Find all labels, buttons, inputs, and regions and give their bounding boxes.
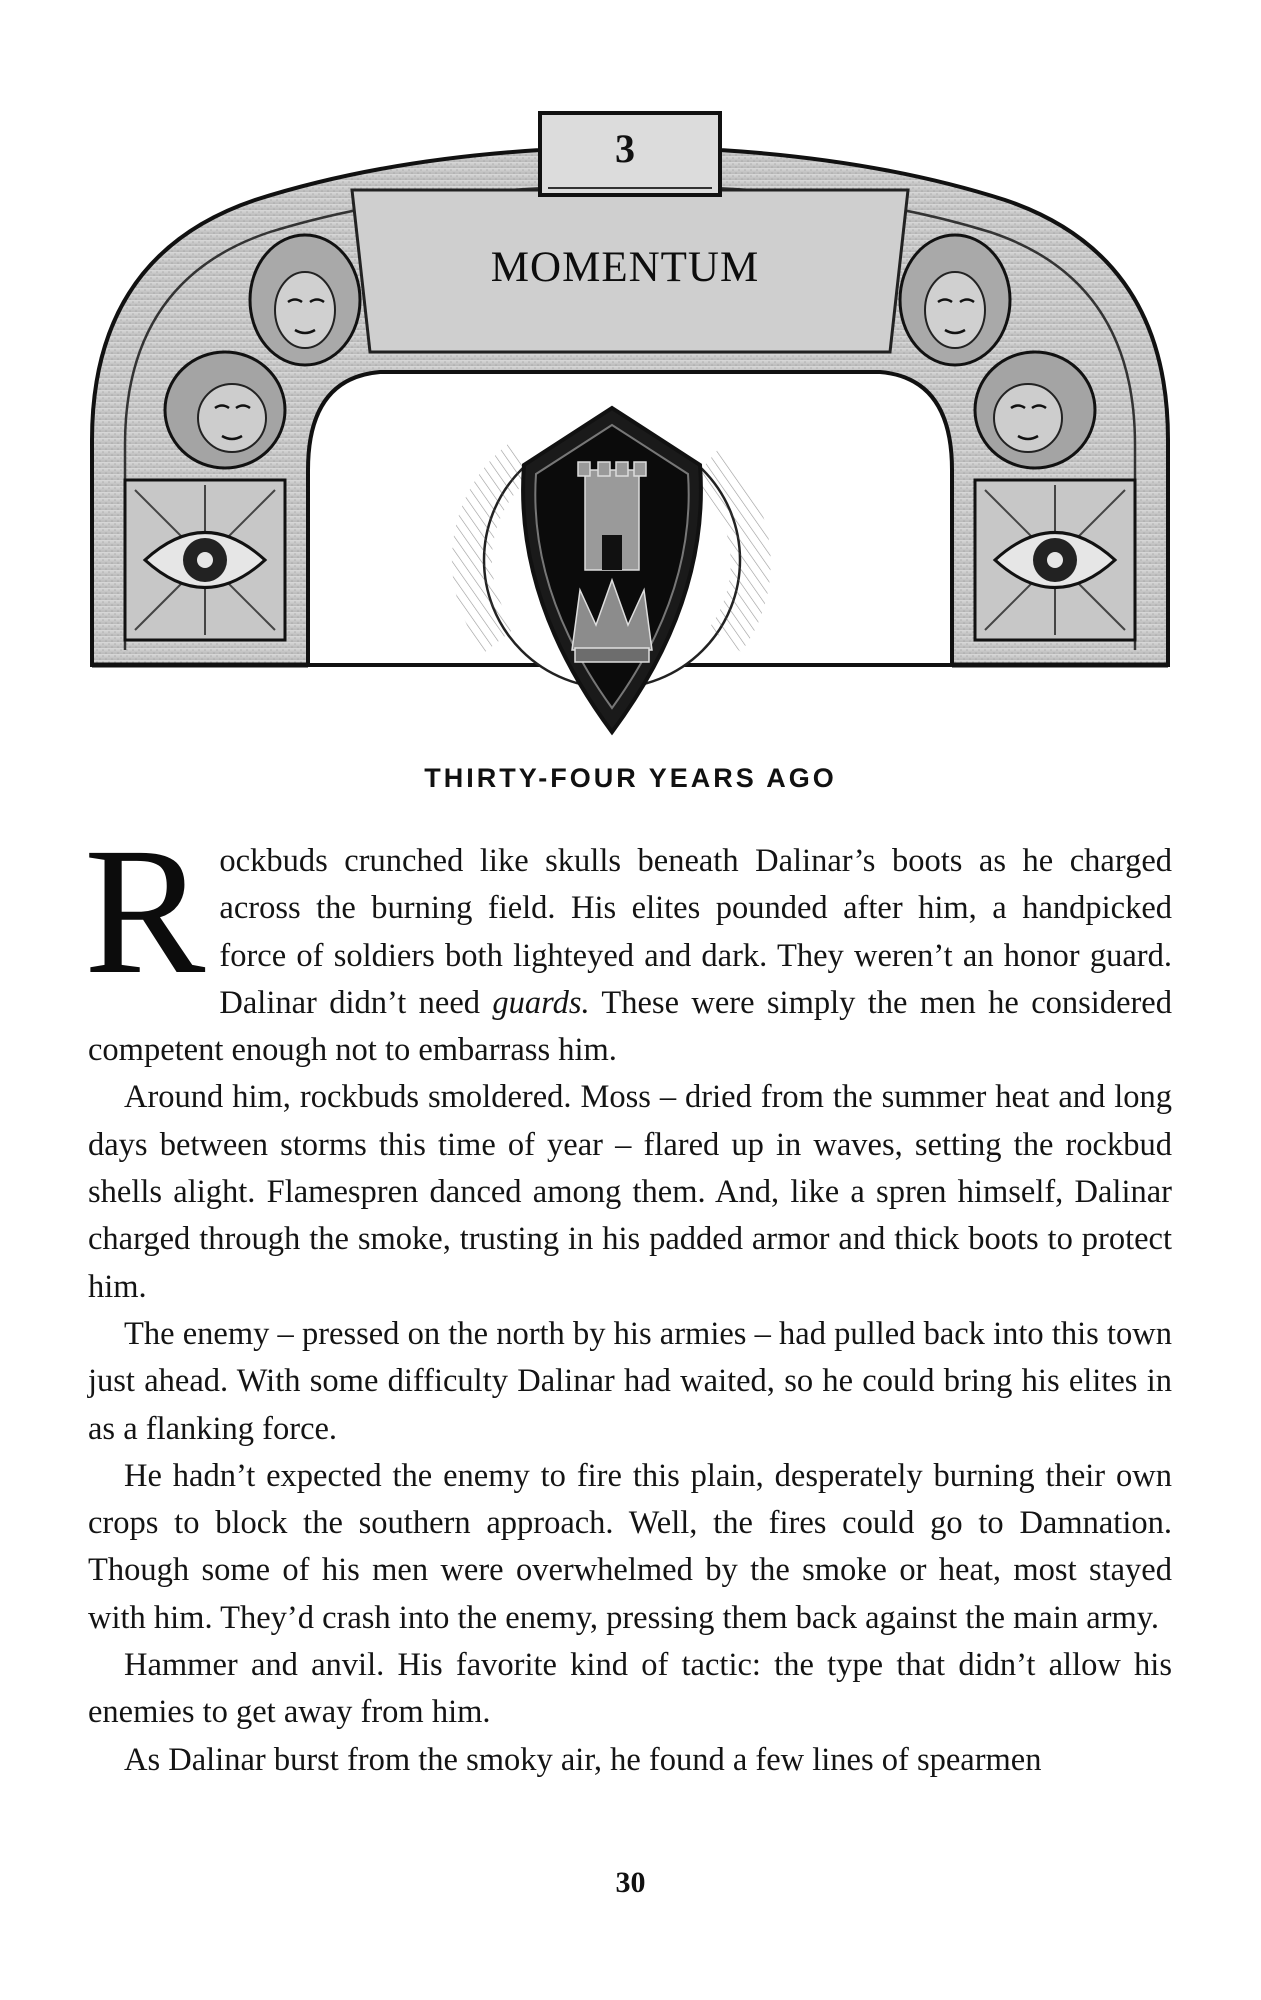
paragraph-2: Around him, rockbuds smoldered. Moss – dried from the summer heat and long days between storms this time of year – flared up in waves, setting the rockbud shells alight. Flamespren danced among them. And, like a spren himself, Dalinar charged through the smoke, trusting in his padded armor and thick boots to protect him. (88, 1079, 1172, 1305)
chapter-arch-illustration (0, 0, 1261, 740)
chapter-body-text (84, 811, 1172, 1784)
chapter-number: 3 (615, 126, 635, 171)
left-eye-carving (125, 480, 285, 640)
drop-cap: R (84, 811, 206, 1012)
paragraph-5: Hammer and anvil. His favorite kind of tactic: the type that didn’t allow his enemies to get away from him. (88, 1647, 1172, 1731)
page-number: 30 (615, 1866, 646, 1899)
right-eye-carving (975, 480, 1135, 640)
paragraph-6: As Dalinar burst from the smoky air, he found a few lines of spearmen (124, 1741, 1042, 1778)
chapter-title: MOMENTUM (490, 244, 760, 291)
chapter-dateline: THIRTY-FOUR YEARS AGO (424, 763, 837, 793)
paragraph-1-emphasis: guards. (492, 984, 590, 1021)
paragraph-1-tail: These were simply the men he considered competent enough not to embarrass him. (88, 984, 1172, 1069)
paragraph-1 (84, 811, 1172, 1074)
paragraph-1-lead: ockbuds crunched like skulls beneath Dalinar’s boots as he charged across the burning field. His elites pounded after him, a handpicked force of soldiers both lighteyed and dark. They weren’t an honor guard. Dalinar didn’t need (219, 843, 1172, 1021)
paragraph-3: The enemy – pressed on the north by his armies – had pulled back into this town just ahead. With some difficulty Dalinar had waited, so he could bring his elites in as a flanking force. (88, 1315, 1172, 1447)
paragraph-4: He hadn’t expected the enemy to fire this plain, desperately burning their own crops to block the southern approach. Well, the fires could go to Damnation. Though some of his men were overwhelmed by the smoke or heat, most stayed with him. They’d crash into the enemy, pressing them back against the main army. (88, 1457, 1172, 1636)
